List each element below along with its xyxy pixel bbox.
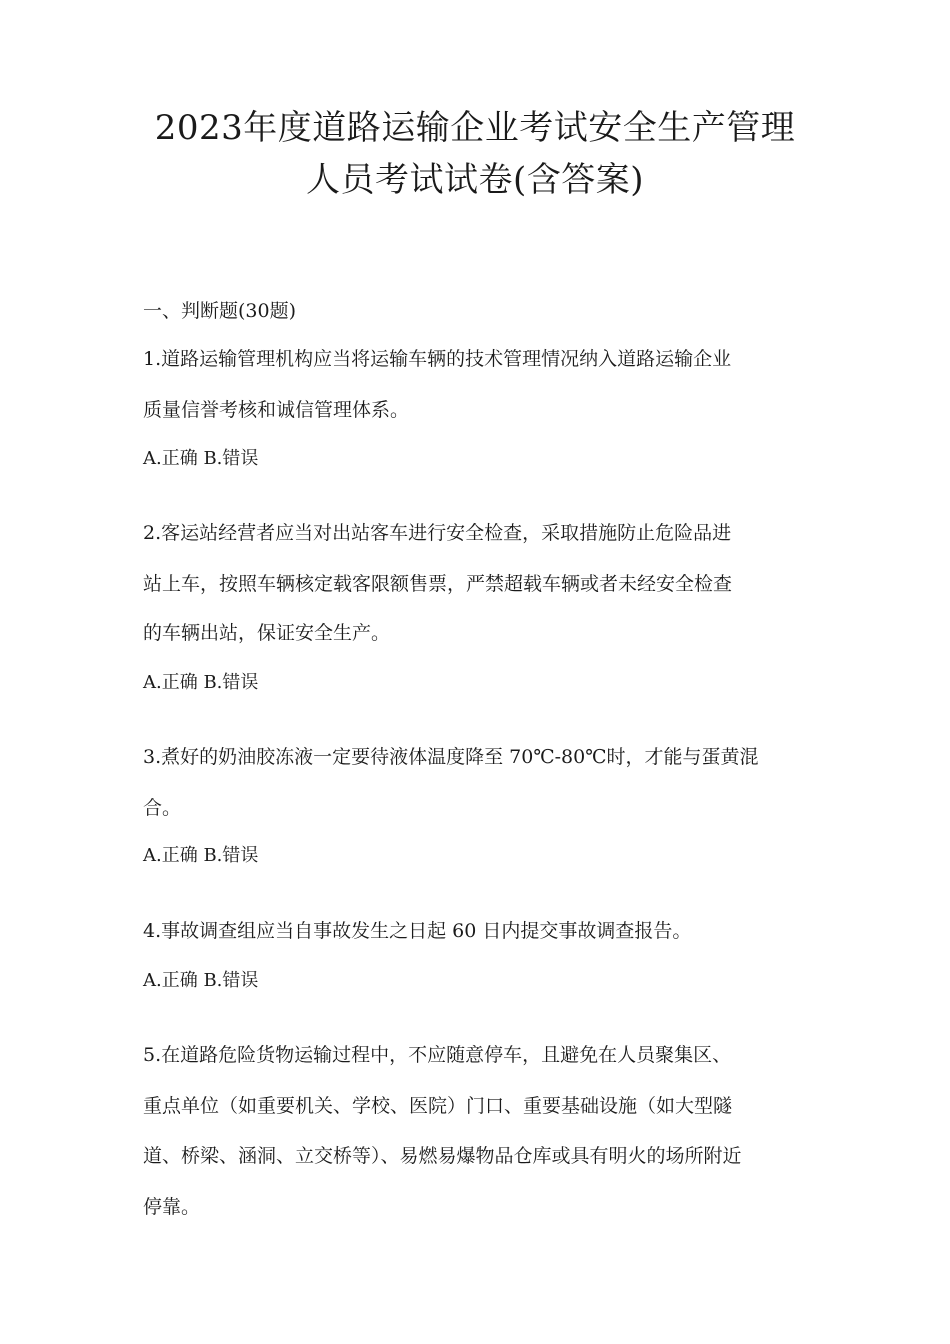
question-2-options: A.正确 B.错误 bbox=[143, 672, 259, 693]
question-4-line-1: 4.事故调查组应当自事故发生之日起 60 日内提交事故调查报告。 bbox=[143, 920, 692, 942]
question-5-line-1: 5.在道路危险货物运输过程中，不应随意停车，且避免在人员聚集区、 bbox=[143, 1044, 732, 1066]
question-2-line-1: 2.客运站经营者应当对出站客车进行安全检查，采取措施防止危险品进 bbox=[143, 522, 732, 544]
question-3-line-1: 3.煮好的奶油胶冻液一定要待液体温度降至 70℃-80℃时，才能与蛋黄混 bbox=[143, 746, 759, 768]
question-1-line-1: 1.道路运输管理机构应当将运输车辆的技术管理情况纳入道路运输企业 bbox=[143, 348, 732, 370]
question-5-line-2: 重点单位（如重要机关、学校、医院）门口、重要基础设施（如大型隧 bbox=[143, 1095, 733, 1117]
question-2-line-3: 的车辆出站，保证安全生产。 bbox=[143, 622, 391, 644]
question-3-line-2: 合。 bbox=[143, 797, 182, 819]
section-heading: 一、判断题(30题) bbox=[143, 300, 297, 322]
question-1-options: A.正确 B.错误 bbox=[143, 448, 259, 469]
question-2-line-2: 站上车，按照车辆核定载客限额售票，严禁超载车辆或者未经安全检查 bbox=[143, 573, 733, 595]
question-5-line-3: 道、桥梁、涵洞、立交桥等）、易燃易爆物品仓库或具有明火的场所附近 bbox=[143, 1145, 742, 1167]
question-3-options: A.正确 B.错误 bbox=[143, 845, 259, 866]
question-4-options: A.正确 B.错误 bbox=[143, 970, 259, 991]
question-1-line-2: 质量信誉考核和诚信管理体系。 bbox=[143, 399, 410, 421]
question-5-line-4: 停靠。 bbox=[143, 1196, 201, 1218]
document-title-line-2: 人员考试试卷(含答案) bbox=[305, 160, 645, 200]
document-title-line-1: 2023年度道路运输企业考试安全生产管理 bbox=[154, 108, 796, 148]
